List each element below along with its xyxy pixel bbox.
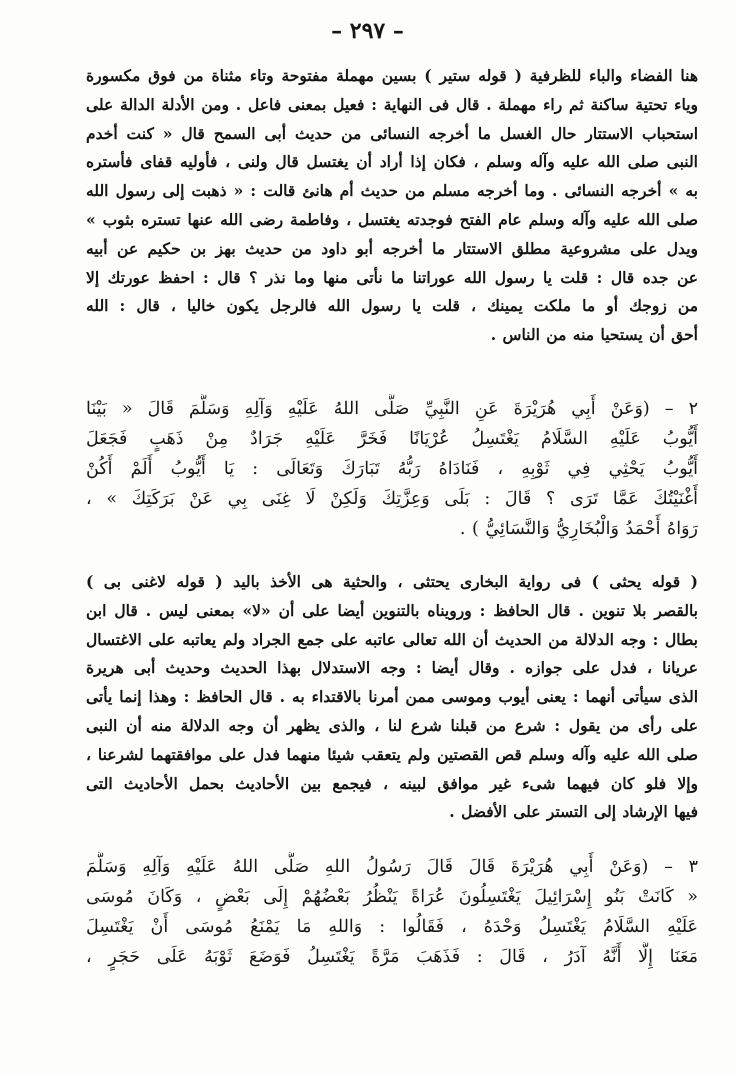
hadith-line: رَوَاهُ أَحْمَدُ وَالْبُخَارِيُّ وَالنَّسَائِيُّ ) . [459, 519, 698, 539]
text-line: الذى سيأتى أنهما : يعنى أيوب وموسى ممن أمرنا بالاقتداء به . قال الحافظ : وهذا إنما يأتى [86, 687, 698, 707]
commentary-section-1 [86, 62, 698, 350]
text-line: من زوجك أو ما ملكت يمينك ، قلت يا رسول الله فالرجل يكون خاليا ، قال : الله [86, 296, 698, 316]
text-line: استحباب الاستتار حال الغسل ما أخرجه النسائى من حديث أبى السمح قال « كنت أخدم [86, 123, 698, 143]
text-line: بالقصر بلا تنوين . قال الحافظ : ورويناه بالتنوين أيضا على أن «لا» بمعنى ليس . قال ابن [86, 600, 698, 620]
text-line: بطال : وجه الدلالة من الحديث أن الله تعالى عاتبه على جمع الجراد ولم يعاتبه على الاغتسال [86, 629, 698, 649]
hadith-section-2 [86, 394, 698, 544]
hadith-section-3 [86, 852, 698, 972]
text-line: ويدل على مشروعية مطلق الاستتار ما أخرجه أبو داود من حديث بهز بن حكيم عن أبيه [86, 238, 698, 258]
text-line: به » أخرجه النسائى . وما أخرجه مسلم من حديث أم هانئ قالت : « ذهبت إلى رسول الله [86, 181, 698, 201]
hadith-line: أَيُّوبُ عَلَيْهِ السَّلَامُ يَغْتَسِلُ عُرْيَانًا فَخَرَّ عَلَيْهِ جَرَادٌ مِنْ ذَهَبٍ فَجَعَلَ [86, 429, 698, 449]
text-line: وإلا فلو كان فيهما شىء غير موافق لبينه ، فيجمع بين الأحاديث بحمل الأحاديث التى [86, 773, 698, 793]
page-number: – ٢٩٧ – [331, 18, 404, 44]
text-line: صلى الله عليه وآله وسلم عام الفتح فوجدته يغتسل ، وفاطمة رضى الله عنها تستره بثوب » [86, 209, 698, 229]
hadith-line: ٢ – (وَعَنْ أَبِي هُرَيْرَةَ عَنِ النَّبِيِّ صَلَّى اللهُ عَلَيْهِ وَآلِهِ وَسَلَّمَ قَالَ « بَيْنَا [86, 399, 698, 419]
hadith-line: « كَانَتْ بَنُو إِسْرَائِيلَ يَغْتَسِلُونَ عُرَاةً يَنْظُرُ بَعْضُهُمْ إِلَى بَعْضٍ ، وَكَانَ مُوسَى [86, 887, 698, 907]
text-line: أحق أن يستحيا منه من الناس . [490, 325, 698, 345]
text-line: هنا الفضاء والباء للظرفية ( قوله ستير ) بسين مهملة مفتوحة وتاء مثناة من فوق مكسورة [86, 66, 698, 85]
text-line: عن جده قال : قلت يا رسول الله عوراتنا ما نأتى منها وما نذر ؟ قال : احفظ عورتك إلا [86, 267, 698, 287]
text-line: وياء تحتية ساكنة ثم راء مهملة . قال فى النهاية : فعيل بمعنى فاعل . ومن الأدلة الدالة على [86, 94, 698, 114]
hadith-line: أَغْنَيْتُكَ عَمَّا تَرَى ؟ قَالَ : بَلَى وَعِزَّتِكَ وَلَكِنْ لَا غِنَى بِي عَنْ بَرَكَتِكَ » ، [86, 489, 698, 509]
hadith-line: مَعَنَا إِلَّا أَنَّهُ آدَرُ ، قَالَ : فَذَهَبَ مَرَّةً يَغْتَسِلُ فَوَضَعَ ثَوْبَهُ عَلَى حَجَرٍ ، [86, 947, 698, 967]
text-line: صلى الله عليه وآله وسلم قص القصتين ولم يتعقب شيئا منهما فدل على موافقتهما لشرعنا ، [86, 744, 698, 764]
hadith-line: عَلَيْهِ السَّلَامُ يَغْتَسِلُ وَحْدَهُ ، فَقَالُوا : وَاللهِ مَا يَمْنَعُ مُوسَى أَنْ يَغْتَسِلَ [86, 917, 698, 937]
text-line: على رأى من يقول : شرع من قبلنا شرع لنا ، والذى يظهر أن وجه الدلالة منه أن النبى [86, 715, 698, 735]
text-line: فيها الإرشاد إلى التستر على الأفضل . [449, 802, 698, 822]
text-line: ( قوله يحثى ) فى رواية البخارى يحتثى ، والحثية هى الأخذ باليد ( قوله لاغنى بى ) [86, 572, 698, 591]
hadith-line: ٣ – (وَعَنْ أَبِي هُرَيْرَةَ قَالَ قَالَ رَسُولُ اللهِ صَلَّى اللهُ عَلَيْهِ وَآلِهِ وَسَلَّمَ [86, 857, 698, 877]
commentary-section-2 [86, 568, 698, 827]
text-line: عريانا ، فدل على جوازه . وقال أيضا : وجه الاستدلال بهذا الحديث وحديث أبى هريرة [86, 658, 698, 678]
text-line: النبى صلى الله عليه وآله وسلم ، فكان إذا أراد أن يغتسل قال ولنى ، فأوليه قفاى فأستره [86, 152, 698, 172]
hadith-line: أَيُّوبُ يَحْثِي فِي ثَوْبِهِ ، فَنَادَاهُ رَبُّهُ تَبَارَكَ وَتَعَالَى : يَا أَيُّوبُ أَلَمْ أَكُنْ [86, 459, 698, 479]
